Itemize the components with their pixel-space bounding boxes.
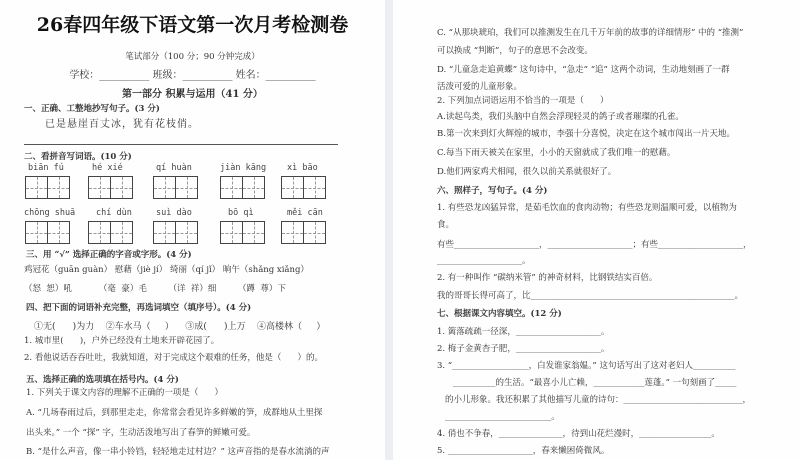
- q4-sentence: 1. 城市里( )，户外已经没有土地来开辟花园了。: [24, 336, 220, 346]
- pinyin-label: chí dùn: [96, 208, 132, 218]
- q4-options: ①无( )为力 ②车水马（ ） ③成( )上万 ④高楼林（ ）: [34, 322, 326, 332]
- pinyin-label: hé xié: [92, 163, 123, 173]
- writing-grid[interactable]: [220, 221, 264, 244]
- option-c-cont: 可以换成 “判断”，句子的意思不会改变。: [437, 46, 593, 56]
- q6-heading: 六、照样子，写句子。(4 分): [437, 186, 548, 196]
- q1-heading: 一、正确、工整地抄写句子。(3 分): [24, 104, 160, 114]
- q2-option-c: C.每当下雨天被关在家里，小小的天窗就成了我们唯一的慰藉。: [437, 148, 676, 158]
- option-d-cont: 活泼可爱的儿童形象。: [437, 82, 523, 92]
- q2-heading: 二、看拼音写词语。(10 分): [24, 152, 132, 162]
- q3-heading: 三、用 “√” 选择正确的字音或字形。(4 分): [26, 250, 192, 260]
- writing-grid[interactable]: [88, 221, 132, 244]
- q2-option-b: B.第一次来到灯火辉煌的城市，李强十分喜悦，决定在这个城市闯出一片天地。: [437, 129, 735, 139]
- exam-title: 26春四年级下语文第一次月考检测卷: [36, 14, 349, 36]
- q6-answer-line[interactable]: ____________________。: [437, 256, 531, 266]
- pinyin-label: suì dào: [156, 208, 192, 218]
- q2-option-d: D.他们两家鸡犬相闻，很久以前关系就很好了。: [437, 167, 617, 177]
- option-c: C. “从那块琥珀，我们可以推测发生在几千万年前的故事的详细情形” 中的 “推测”: [437, 28, 744, 38]
- q7-fill[interactable]: 5. ____________________，春来懒困倚微风。: [437, 446, 610, 456]
- pinyin-label: jiàn kāng: [220, 163, 267, 173]
- pinyin-label: měi cān: [287, 208, 323, 218]
- q7-fill[interactable]: 4. 俏也不争春，_______________，待到山花烂漫时，_________________。: [437, 429, 720, 439]
- q7-fill[interactable]: 2. 梅子金黄杏子肥，____________________。: [437, 344, 610, 354]
- page-gutter-scrollbar[interactable]: [385, 0, 393, 460]
- pinyin-label: xì bāo: [287, 163, 318, 173]
- q3-line: （怒 恕）吼 （毫 豪）毛 （详 祥）细 （蹲 尊）下: [24, 284, 286, 294]
- pinyin-label: bō qì: [228, 208, 254, 218]
- q1-answer-line[interactable]: [24, 144, 338, 145]
- writing-grid[interactable]: [88, 176, 132, 199]
- part1-heading: 第一部分 积累与运用（41 分）: [122, 89, 263, 100]
- q7-fill[interactable]: 3. “__________________，白发谁家翁媪。” 这句话写出了这对老妇人__________: [437, 361, 736, 371]
- writing-grid[interactable]: [153, 221, 197, 244]
- exam-page-left: [0, 0, 385, 460]
- q7-heading: 七、根据课文内容填空。(12 分): [437, 309, 562, 319]
- q5-question: 1. 下列关于课文内容的理解不正确的一项是（ ）: [26, 388, 224, 398]
- pinyin-label: biān fú: [28, 163, 64, 173]
- q5-option-b: B. “是什么声音，像一串小铃铛，轻轻地走过村边？” 这声音指的是春水流淌的声: [26, 447, 330, 457]
- q7-fill[interactable]: 1. 篱落疏疏一径深，____________________。: [437, 327, 610, 337]
- pinyin-label: qí huàn: [156, 163, 192, 173]
- student-info-line: 学校：__________ 班级：__________ 姓名：__________: [69, 70, 316, 81]
- q6-example: 2. 有一种叫作 “碳纳米管” 的神奇材料，比钢铁结实百倍。: [437, 273, 658, 283]
- q6-answer-line[interactable]: 我的哥哥长得可高了，比________________________________________________。: [437, 291, 744, 301]
- writing-grid[interactable]: [281, 221, 325, 244]
- q7-fill[interactable]: _________________________。: [445, 412, 560, 422]
- writing-grid[interactable]: [281, 176, 325, 199]
- exam-subtitle: 笔试部分（100 分；90 分钟完成）: [125, 52, 260, 62]
- q7-fill[interactable]: 的小儿形象。我还积累了其他描写儿童的诗句：____________________________，: [445, 395, 752, 405]
- writing-grid[interactable]: [25, 221, 69, 244]
- q6-answer-line[interactable]: 有些____________________，____________________；有些____________________，: [437, 240, 752, 250]
- q1-sentence: 已是悬崖百丈冰，犹有花枝俏。: [45, 119, 199, 130]
- option-d: D. “儿童急走追黄蝶” 这句诗中，“急走” “追” 这两个动词，生动地刻画了一群: [437, 65, 730, 75]
- exam-page-right: [393, 0, 800, 460]
- q5-option-a-cont: 出头来。” 一个 “探” 字，生动活泼地写出了春笋的鲜嫩可爱。: [26, 428, 256, 438]
- q2-question: 2. 下列加点词语运用不恰当的一项是（ ）: [437, 96, 609, 106]
- q6-example-cont: 食。: [437, 220, 455, 230]
- pinyin-label: chōng shuā: [24, 208, 76, 218]
- q4-heading: 四、把下面的词语补充完整，再选词填空（填序号）。(4 分): [26, 303, 252, 313]
- writing-grid[interactable]: [220, 176, 264, 199]
- writing-grid[interactable]: [153, 176, 197, 199]
- q3-line: 鸡冠花（guān guàn） 慰藉（jiè jí） 绮丽（qí jǐ） 晌午（shǎng xiǎng）: [24, 265, 309, 275]
- q5-heading: 五、选择正确的选项填在括号内。(4 分): [26, 375, 179, 385]
- q5-option-a: A. “几场春雨过后，到那里走走，你常常会看见许多鲜嫩的笋，成群地从土里探: [26, 408, 323, 418]
- q4-sentence: 2. 看他说话吞吞吐吐，我就知道，对于完成这个艰难的任务，他是（ ）的。: [24, 353, 324, 363]
- q6-example: 1. 有些恐龙凶猛异常，是茹毛饮血的食肉动物；有些恐龙则温顺可爱，以植物为: [437, 203, 737, 213]
- q7-fill[interactable]: __________的生活。“最喜小儿亡赖，____________莲蓬。” 一句刻画了_____: [453, 378, 737, 388]
- writing-grid[interactable]: [25, 176, 69, 199]
- q2-option-a: A.读起鸟类，我们头脑中自然会浮现轻灵的鸽子或者璀璨的孔雀。: [437, 112, 684, 122]
